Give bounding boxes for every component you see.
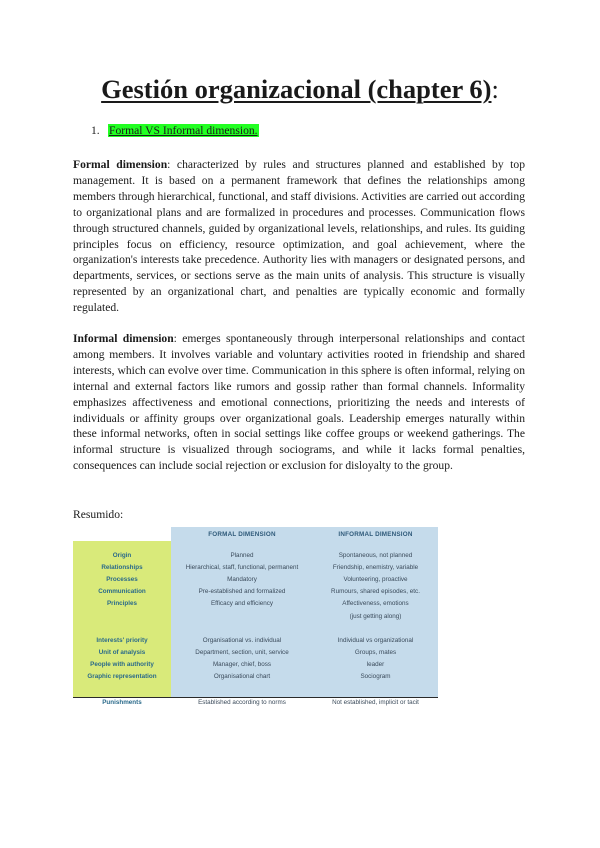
row-formal: Hierarchical, staff, functional, permanent bbox=[185, 564, 299, 571]
row-informal: leader bbox=[366, 661, 385, 668]
table-row bbox=[73, 586, 438, 597]
table-row bbox=[73, 574, 438, 585]
row-informal: (just getting along) bbox=[349, 613, 402, 620]
row-label: Interests' priority bbox=[96, 637, 148, 644]
row-informal: Affectiveness, emotions bbox=[342, 600, 409, 607]
table-row bbox=[73, 562, 438, 573]
row-formal: Manager, chief, boss bbox=[212, 661, 272, 668]
row-formal: Organisational vs. individual bbox=[202, 637, 282, 644]
row-formal: Mandatory bbox=[227, 576, 257, 583]
informal-paragraph bbox=[73, 331, 525, 474]
row-informal: Groups, mates bbox=[354, 649, 397, 656]
title-colon: : bbox=[491, 74, 499, 104]
row-label: Relationships bbox=[101, 564, 143, 571]
row-label: Graphic representation bbox=[87, 673, 157, 680]
informal-term: Informal dimension bbox=[73, 332, 174, 345]
row-formal: Efficacy and efficiency bbox=[210, 600, 274, 607]
row-informal: Volunteering, proactive bbox=[343, 576, 408, 583]
row-label: Punishments bbox=[102, 699, 142, 706]
row-informal: Individual vs organizational bbox=[337, 637, 414, 644]
table-row bbox=[73, 550, 438, 561]
row-informal: Friendship, enemistry, variable bbox=[332, 564, 419, 571]
formal-text: : characterized by rules and structures planned and established by top management. It is based on a permanent framework that defines the relationships among members through hierarchical, functional, and staff divisions. Activities are carried out according to organizational plans and are formalized in procedures and processes. Communication flows through structured channels, guided by organizational levels, relationships, and rules. Its guiding principles focus on efficiency, resource optimization, and goal achievement, where the organization's interests take precedence. Authority lies with managers or designated persons, and departments, services, or sections serve as the main units of analysis. This structure is visually represented by an organizational chart, and penalties are typically economic and formally regulated. bbox=[73, 158, 525, 315]
row-formal: Department, section, unit, service bbox=[195, 649, 289, 656]
table-header-formal: FORMAL DIMENSION bbox=[171, 527, 313, 541]
list-number: 1. bbox=[91, 124, 100, 137]
list-item bbox=[91, 124, 259, 137]
table-row bbox=[73, 598, 438, 609]
row-informal: Rumours, shared episodes, etc. bbox=[331, 588, 420, 595]
table-row bbox=[73, 671, 438, 682]
page-title bbox=[0, 74, 600, 105]
table-header-informal: INFORMAL DIMENSION bbox=[313, 527, 438, 541]
formal-paragraph bbox=[73, 157, 525, 316]
table-row bbox=[73, 635, 438, 646]
table-row bbox=[73, 623, 438, 634]
title-text: Gestión organizacional (chapter 6) bbox=[101, 74, 492, 104]
table-row bbox=[73, 659, 438, 670]
row-label: People with authority bbox=[90, 661, 154, 668]
row-formal: Pre-established and formalized bbox=[198, 588, 286, 595]
row-informal: Spontaneous, not planned bbox=[338, 552, 413, 559]
table-corner bbox=[73, 527, 171, 541]
table-row bbox=[73, 611, 438, 622]
formal-term: Formal dimension bbox=[73, 158, 168, 171]
summary-label: Resumido: bbox=[73, 508, 124, 521]
highlighted-heading: Formal VS Informal dimension. bbox=[109, 124, 258, 137]
row-formal: Established according to norms bbox=[198, 699, 286, 706]
informal-text: : emerges spontaneously through interpersonal relationships and contact among members. It involves variable and voluntary activities rooted in friendship and shared interests, which can evolve over time. Communication in this sphere is often informal, relying on internal and external factors like rumors and gossip rather than formal channels. Informality emphasizes affectiveness and emotional connections, prioritizing the needs and interests of individuals or affinity groups over organizational goals. Leadership emerges naturally within these informal networks, often in social settings like coffee groups or weekend gatherings. The informal structure is visualized through sociograms, and while it lacks formal penalties, consequences can include social rejection or exclusion for disloyalty to the group. bbox=[73, 332, 525, 473]
row-informal: Not established, implicit or tacit bbox=[332, 699, 419, 706]
table-row bbox=[73, 647, 438, 658]
row-informal: Sociogram bbox=[360, 673, 391, 680]
row-label: Communication bbox=[98, 588, 146, 595]
row-formal: Planned bbox=[230, 552, 254, 559]
row-label: Principles bbox=[106, 600, 138, 607]
row-label: Origin bbox=[112, 552, 132, 559]
summary-table bbox=[73, 527, 438, 706]
row-formal: Organisational chart bbox=[213, 673, 271, 680]
row-label: Unit of analysis bbox=[98, 649, 146, 656]
table-row-punishments bbox=[73, 697, 438, 707]
row-label: Processes bbox=[106, 576, 138, 583]
